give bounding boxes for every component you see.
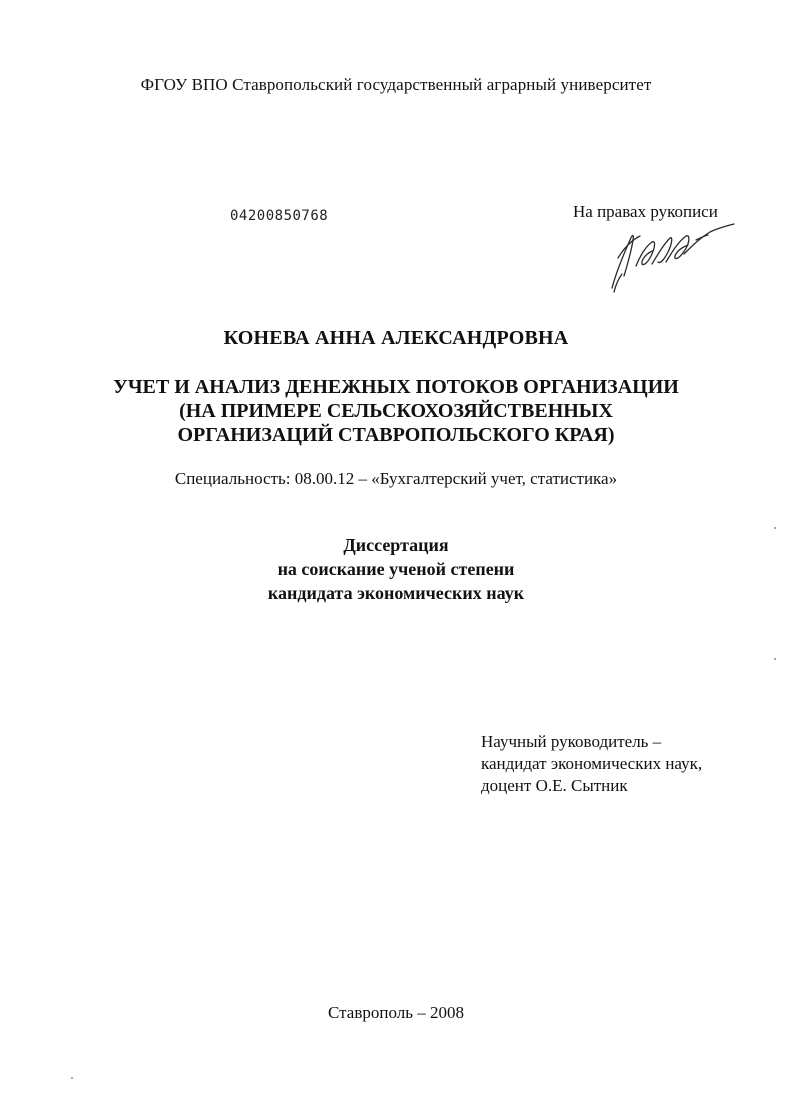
degree-block <box>0 533 792 605</box>
scan-speck <box>774 527 776 529</box>
institution-header: ФГОУ ВПО Ставропольский государственный аграрный университет <box>140 75 652 94</box>
supervisor-line: кандидат экономических наук, <box>481 754 703 773</box>
catalog-number: 04200850768 <box>230 208 329 224</box>
supervisor-line: Научный руководитель – <box>481 732 662 751</box>
title-line: ОРГАНИЗАЦИЙ СТАВРОПОЛЬСКОГО КРАЯ) <box>177 424 615 446</box>
handwritten-signature <box>600 218 740 298</box>
degree-line: на соискание ученой степени <box>277 559 515 579</box>
scan-speck <box>774 658 776 660</box>
author-name: КОНЕВА АННА АЛЕКСАНДРОВНА <box>223 327 569 349</box>
city-year: Ставрополь – 2008 <box>328 1003 464 1022</box>
manuscript-rights-note: На правах рукописи <box>573 202 718 221</box>
scan-speck <box>71 1077 73 1079</box>
title-line: УЧЕТ И АНАЛИЗ ДЕНЕЖНЫХ ПОТОКОВ ОРГАНИЗАЦИИ <box>113 376 679 398</box>
dissertation-title <box>0 375 792 447</box>
specialty-line: Специальность: 08.00.12 – «Бухгалтерский учет, статистика» <box>174 469 618 488</box>
degree-line: кандидата экономических наук <box>267 583 525 603</box>
supervisor-block <box>481 731 702 797</box>
supervisor-line: доцент О.Е. Сытник <box>481 776 628 795</box>
degree-line: Диссертация <box>343 535 449 555</box>
title-line: (НА ПРИМЕРЕ СЕЛЬСКОХОЗЯЙСТВЕННЫХ <box>179 400 613 422</box>
